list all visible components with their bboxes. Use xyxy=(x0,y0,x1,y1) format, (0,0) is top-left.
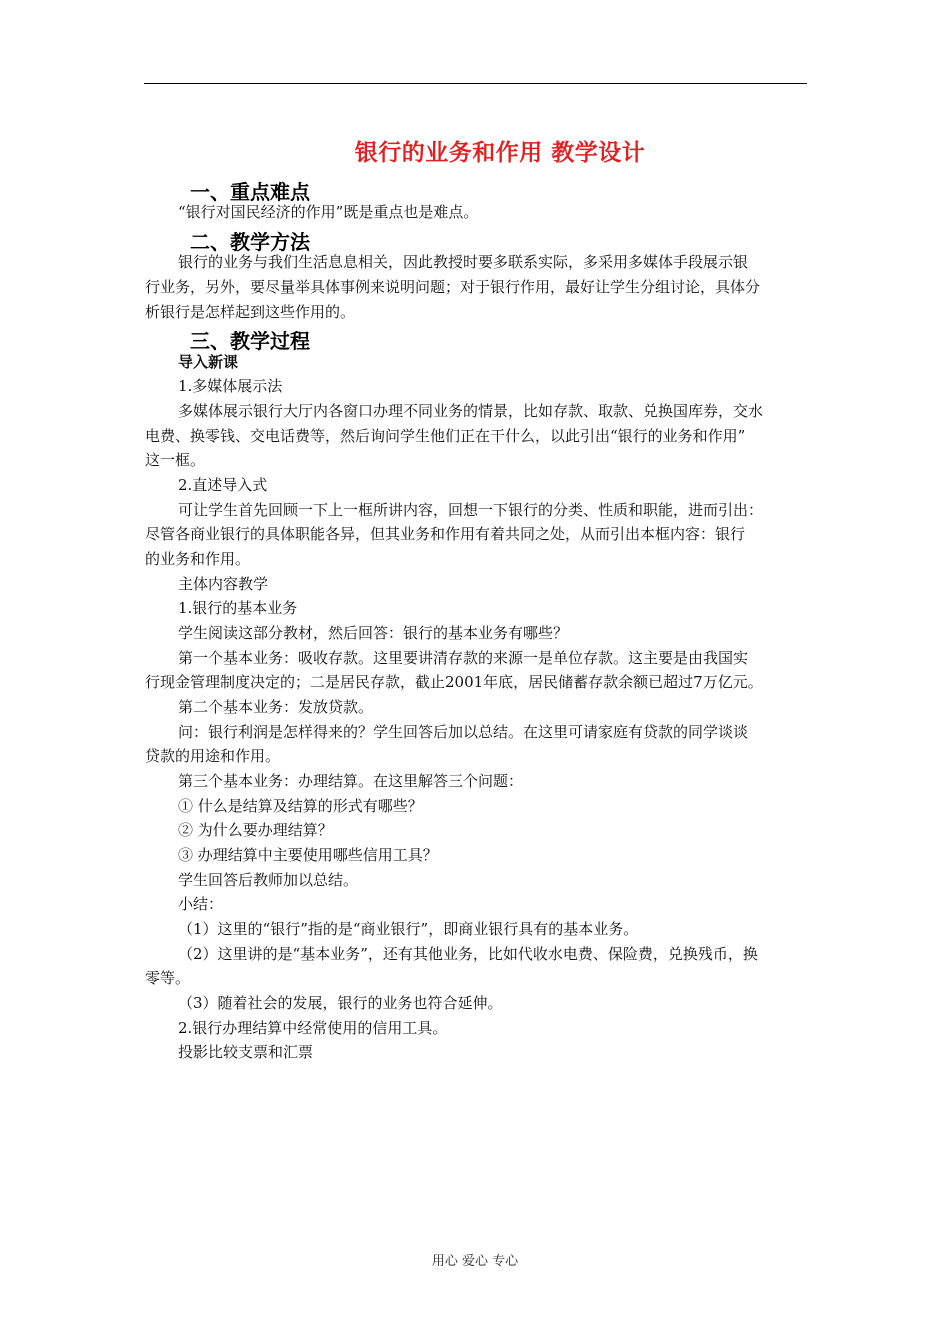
paragraph-line: 2.银行办理结算中经常使用的信用工具。 xyxy=(178,1019,448,1037)
paragraph-line: 第三个基本业务：办理结算。在这里解答三个问题： xyxy=(178,772,524,790)
question-item: ② 为什么要办理结算？ xyxy=(178,821,333,839)
paragraph-line: 主体内容教学 xyxy=(178,575,269,593)
paragraph-line: 贷款的用途和作用。 xyxy=(145,747,281,765)
paragraph-line: 这一框。 xyxy=(145,451,206,469)
section-heading-2: 二、教学方法 xyxy=(190,230,310,254)
paragraph-line: 多媒体展示银行大厅内各窗口办理不同业务的情景，比如存款、取款、兑换国库券，交水 xyxy=(178,402,764,420)
paragraph-line: 2.直述导入式 xyxy=(178,476,268,494)
paragraph-line: 第二个基本业务：发放贷款。 xyxy=(178,698,374,716)
paragraph-line: 电费、换零钱、交电话费等，然后询问学生他们正在干什么，以此引出“银行的业务和作用” xyxy=(145,427,746,445)
paragraph-line: 1.多媒体展示法 xyxy=(178,377,283,395)
summary-item: （2）这里讲的是“基本业务”，还有其他业务，比如代收水电费、保险费，兑换残币，换 xyxy=(178,945,758,963)
paragraph-line: 的业务和作用。 xyxy=(145,550,251,568)
paragraph-line: 析银行是怎样起到这些作用的。 xyxy=(145,303,356,321)
document-title: 银行的业务和作用 教学设计 xyxy=(354,139,646,166)
paragraph-line: 尽管各商业银行的具体职能各异，但其业务和作用有着共同之处，从而引出本框内容：银行 xyxy=(145,525,746,543)
paragraph-line: 行现金管理制度决定的；二是居民存款，截止2001年底，居民储蓄存款余额已超过7万亿元。 xyxy=(145,673,763,691)
paragraph-line: 小结： xyxy=(178,895,224,913)
header-rule xyxy=(144,83,807,84)
question-item: ① 什么是结算及结算的形式有哪些？ xyxy=(178,797,423,815)
paragraph-line: 1.银行的基本业务 xyxy=(178,599,298,617)
paragraph-line: 投影比较支票和汇票 xyxy=(178,1043,314,1061)
paragraph-line: 学生阅读这部分教材，然后回答：银行的基本业务有哪些？ xyxy=(178,624,569,642)
paragraph-line: 学生回答后教师加以总结。 xyxy=(178,871,359,889)
paragraph-line: 行业务，另外，要尽量举具体事例来说明问题；对于银行作用，最好让学生分组讨论，具体分 xyxy=(145,278,761,296)
summary-item: （3）随着社会的发展，银行的业务也符合延伸。 xyxy=(178,994,503,1012)
paragraph-line: 银行的业务与我们生活息息相关，因此教授时要多联系实际，多采用多媒体手段展示银 xyxy=(178,253,749,271)
subheading-intro: 导入新课 xyxy=(178,353,239,371)
summary-item: （1）这里的“银行”指的是“商业银行”，即商业银行具有的基本业务。 xyxy=(178,920,639,938)
paragraph-line: 问：银行利润是怎样得来的？学生回答后加以总结。在这里可请家庭有贷款的同学谈谈 xyxy=(178,723,749,741)
paragraph-line: 可让学生首先回顾一下上一框所讲内容，回想一下银行的分类、性质和职能，进而引出： xyxy=(178,501,764,519)
section-heading-1: 一、重点难点 xyxy=(190,180,310,204)
page-footer: 用心 爱心 专心 xyxy=(431,1254,519,1269)
section-heading-3: 三、教学过程 xyxy=(190,329,310,353)
question-item: ③ 办理结算中主要使用哪些信用工具？ xyxy=(178,846,438,864)
paragraph-line: “银行对国民经济的作用”既是重点也是难点。 xyxy=(178,203,479,221)
paragraph-line: 零等。 xyxy=(145,969,191,987)
paragraph-line: 第一个基本业务：吸收存款。这里要讲清存款的来源一是单位存款。这主要是由我国实 xyxy=(178,649,749,667)
